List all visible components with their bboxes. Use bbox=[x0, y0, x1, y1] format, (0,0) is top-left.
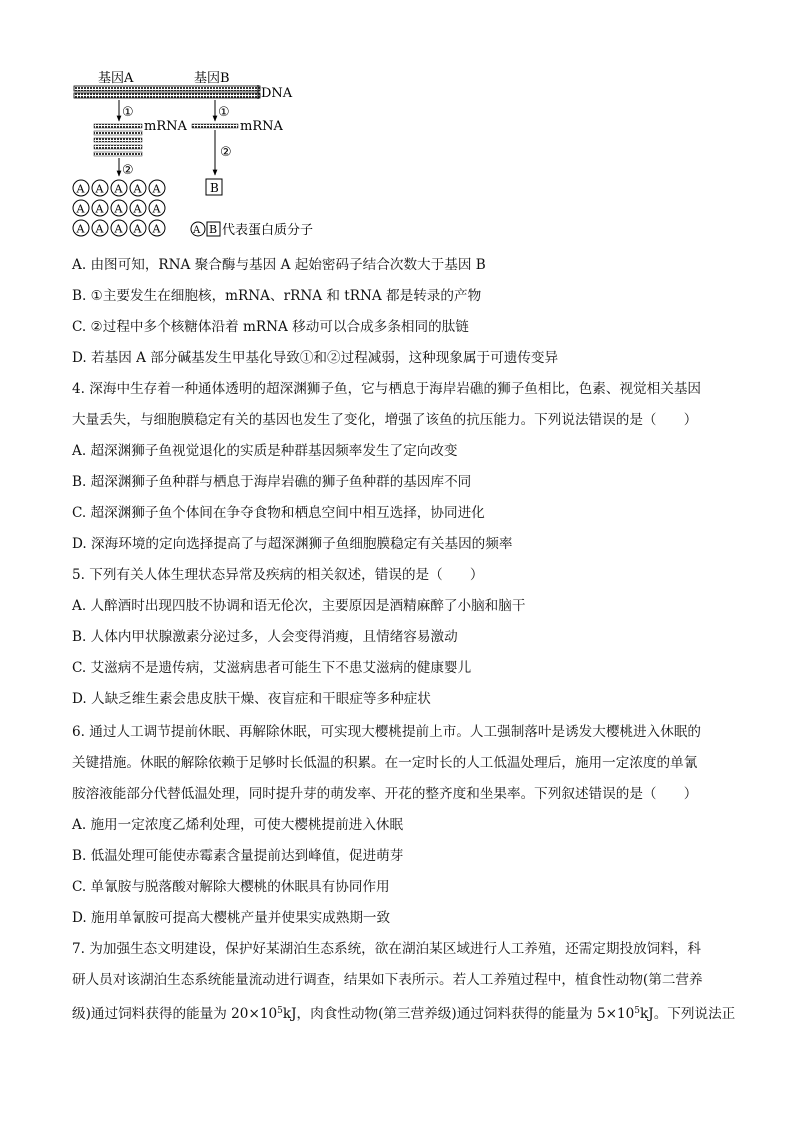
step1-label-b: ① bbox=[218, 105, 230, 120]
q7-stem-line1: 7. 为加强生态文明建设，保护好某湖泊生态系统，欲在湖泊某区域进行人工养殖，还需定期投放饲料，科 bbox=[72, 941, 702, 957]
protein-a-symbol: A bbox=[114, 222, 123, 236]
q3-option-c: C. ②过程中多个核糖体沿着 mRNA 移动可以合成多条相同的肽链 bbox=[72, 319, 469, 335]
q6-option-c: C. 单氰胺与脱落酸对解除大樱桃的休眠具有协同作用 bbox=[72, 879, 390, 895]
gene-a-label: 基因A bbox=[98, 71, 134, 86]
step1-label-a: ① bbox=[122, 105, 134, 120]
q3-option-a: A. 由图可知，RNA 聚合酶与基因 A 起始密码子结合次数大于基因 B bbox=[72, 257, 486, 273]
protein-a-symbol: A bbox=[76, 222, 85, 236]
protein-a-symbol: A bbox=[152, 222, 161, 236]
q6-option-d: D. 施用单氰胺可提高大樱桃产量并使果实成熟期一致 bbox=[72, 910, 391, 926]
q7-stem-line3-part1: 级)通过饲料获得的能量为 20×10 bbox=[72, 1006, 278, 1022]
step2-label-a: ② bbox=[122, 163, 134, 178]
q5-option-c: C. 艾滋病不是遗传病，艾滋病患者可能生下不患艾滋病的健康婴儿 bbox=[72, 660, 472, 676]
q5-stem: 5. 下列有关人体生理状态异常及疾病的相关叙述，错误的是（ ） bbox=[72, 567, 484, 583]
q7-exponent-1: 5 bbox=[277, 1006, 283, 1016]
protein-a-symbol: A bbox=[152, 182, 161, 196]
q5-option-d: D. 人缺乏维生素会患皮肤干燥、夜盲症和干眼症等多种症状 bbox=[72, 691, 431, 707]
q7-stem-line3-part2: kJ，肉食性动物(第三营养级)通过饲料获得的能量为 5×10 bbox=[282, 1006, 635, 1022]
figure-legend bbox=[191, 222, 313, 238]
protein-a-symbol: A bbox=[76, 202, 85, 216]
q4-stem-line1: 4. 深海中生存着一种通体透明的超深渊狮子鱼，它与栖息于海岸岩礁的狮子鱼相比，色素、视觉相关基因 bbox=[72, 381, 702, 397]
protein-b-symbol: B bbox=[210, 181, 219, 195]
protein-b bbox=[206, 179, 222, 195]
q7-stem-line3 bbox=[72, 1001, 736, 1024]
q6-stem-line2: 关键措施。休眠的解除依赖于足够时长低温的积累。在一定时长的人工低温处理后，施用一定浓度的单氰 bbox=[72, 755, 698, 771]
protein-a-symbol: A bbox=[114, 182, 123, 196]
protein-a-symbol: A bbox=[95, 202, 104, 216]
legend-protein-a-symbol: A bbox=[193, 225, 201, 236]
legend-protein-b-symbol: B bbox=[209, 223, 218, 236]
protein-a-symbol: A bbox=[133, 182, 142, 196]
q4-stem-line2: 大量丢失，与细胞膜稳定有关的基因也发生了变化，增强了该鱼的抗压能力。下列说法错误的是（ ） bbox=[72, 412, 698, 428]
q6-stem-line3: 胺溶液能部分代替低温处理，同时提升芽的萌发率、开花的整齐度和坐果率。下列叙述错误的是（ ） bbox=[72, 786, 698, 802]
q5-option-a: A. 人醉酒时出现四肢不协调和语无伦次，主要原因是酒精麻醉了小脑和脑干 bbox=[72, 598, 526, 614]
q7-stem-line2: 研人员对该湖泊生态系统能量流动进行调查，结果如下表所示。若人工养殖过程中，植食性动物(第二营养 bbox=[72, 972, 703, 988]
mrna-label-b: mRNA bbox=[240, 119, 283, 134]
step2-label-b: ② bbox=[220, 145, 232, 160]
protein-a-symbol: A bbox=[76, 182, 85, 196]
q3-option-b: B. ①主要发生在细胞核，mRNA、rRNA 和 tRNA 都是转录的产物 bbox=[72, 288, 482, 304]
mrna-label-a: mRNA bbox=[144, 119, 187, 134]
protein-a-symbol: A bbox=[133, 222, 142, 236]
legend-text: 代表蛋白质分子 bbox=[222, 223, 314, 238]
protein-a-symbol: A bbox=[95, 222, 104, 236]
q6-option-b: B. 低温处理可能使赤霉素含量提前达到峰值，促进萌芽 bbox=[72, 848, 404, 864]
gene-expression-diagram bbox=[72, 66, 352, 241]
protein-a-symbol: A bbox=[95, 182, 104, 196]
q6-stem-line1: 6. 通过人工调节提前休眠、再解除休眠，可实现大樱桃提前上市。人工强制落叶是诱发大樱桃进入休眠的 bbox=[72, 724, 702, 740]
protein-a-symbol: A bbox=[152, 202, 161, 216]
mrna-b bbox=[192, 124, 238, 128]
q4-option-c: C. 超深渊狮子鱼个体间在争夺食物和栖息空间中相互选择，协同进化 bbox=[72, 505, 485, 521]
dna-strand bbox=[74, 85, 260, 99]
protein-a-grid bbox=[73, 180, 165, 236]
q4-option-b: B. 超深渊狮子鱼种群与栖息于海岸岩礁的狮子鱼种群的基因库不同 bbox=[72, 474, 472, 490]
q4-option-a: A. 超深渊狮子鱼视觉退化的实质是种群基因频率发生了定向改变 bbox=[72, 443, 458, 459]
dna-label: DNA bbox=[261, 86, 293, 101]
q7-exponent-2: 5 bbox=[634, 1006, 641, 1016]
q6-option-a: A. 施用一定浓度乙烯利处理，可使大樱桃提前进入休眠 bbox=[72, 817, 404, 833]
gene-b-label: 基因B bbox=[194, 71, 230, 86]
q7-stem-line3-part3: kJ。下列说法正 bbox=[640, 1006, 736, 1022]
protein-a-symbol: A bbox=[133, 202, 142, 216]
q4-option-d: D. 深海环境的定向选择提高了与超深渊狮子鱼细胞膜稳定有关基因的频率 bbox=[72, 536, 513, 552]
protein-a-symbol: A bbox=[114, 202, 123, 216]
q3-option-d: D. 若基因 A 部分碱基发生甲基化导致①和②过程减弱，这种现象属于可遗传变异 bbox=[72, 350, 559, 366]
mrna-stack-a bbox=[94, 124, 142, 156]
q5-option-b: B. 人体内甲状腺激素分泌过多，人会变得消瘦，且情绪容易激动 bbox=[72, 629, 458, 645]
